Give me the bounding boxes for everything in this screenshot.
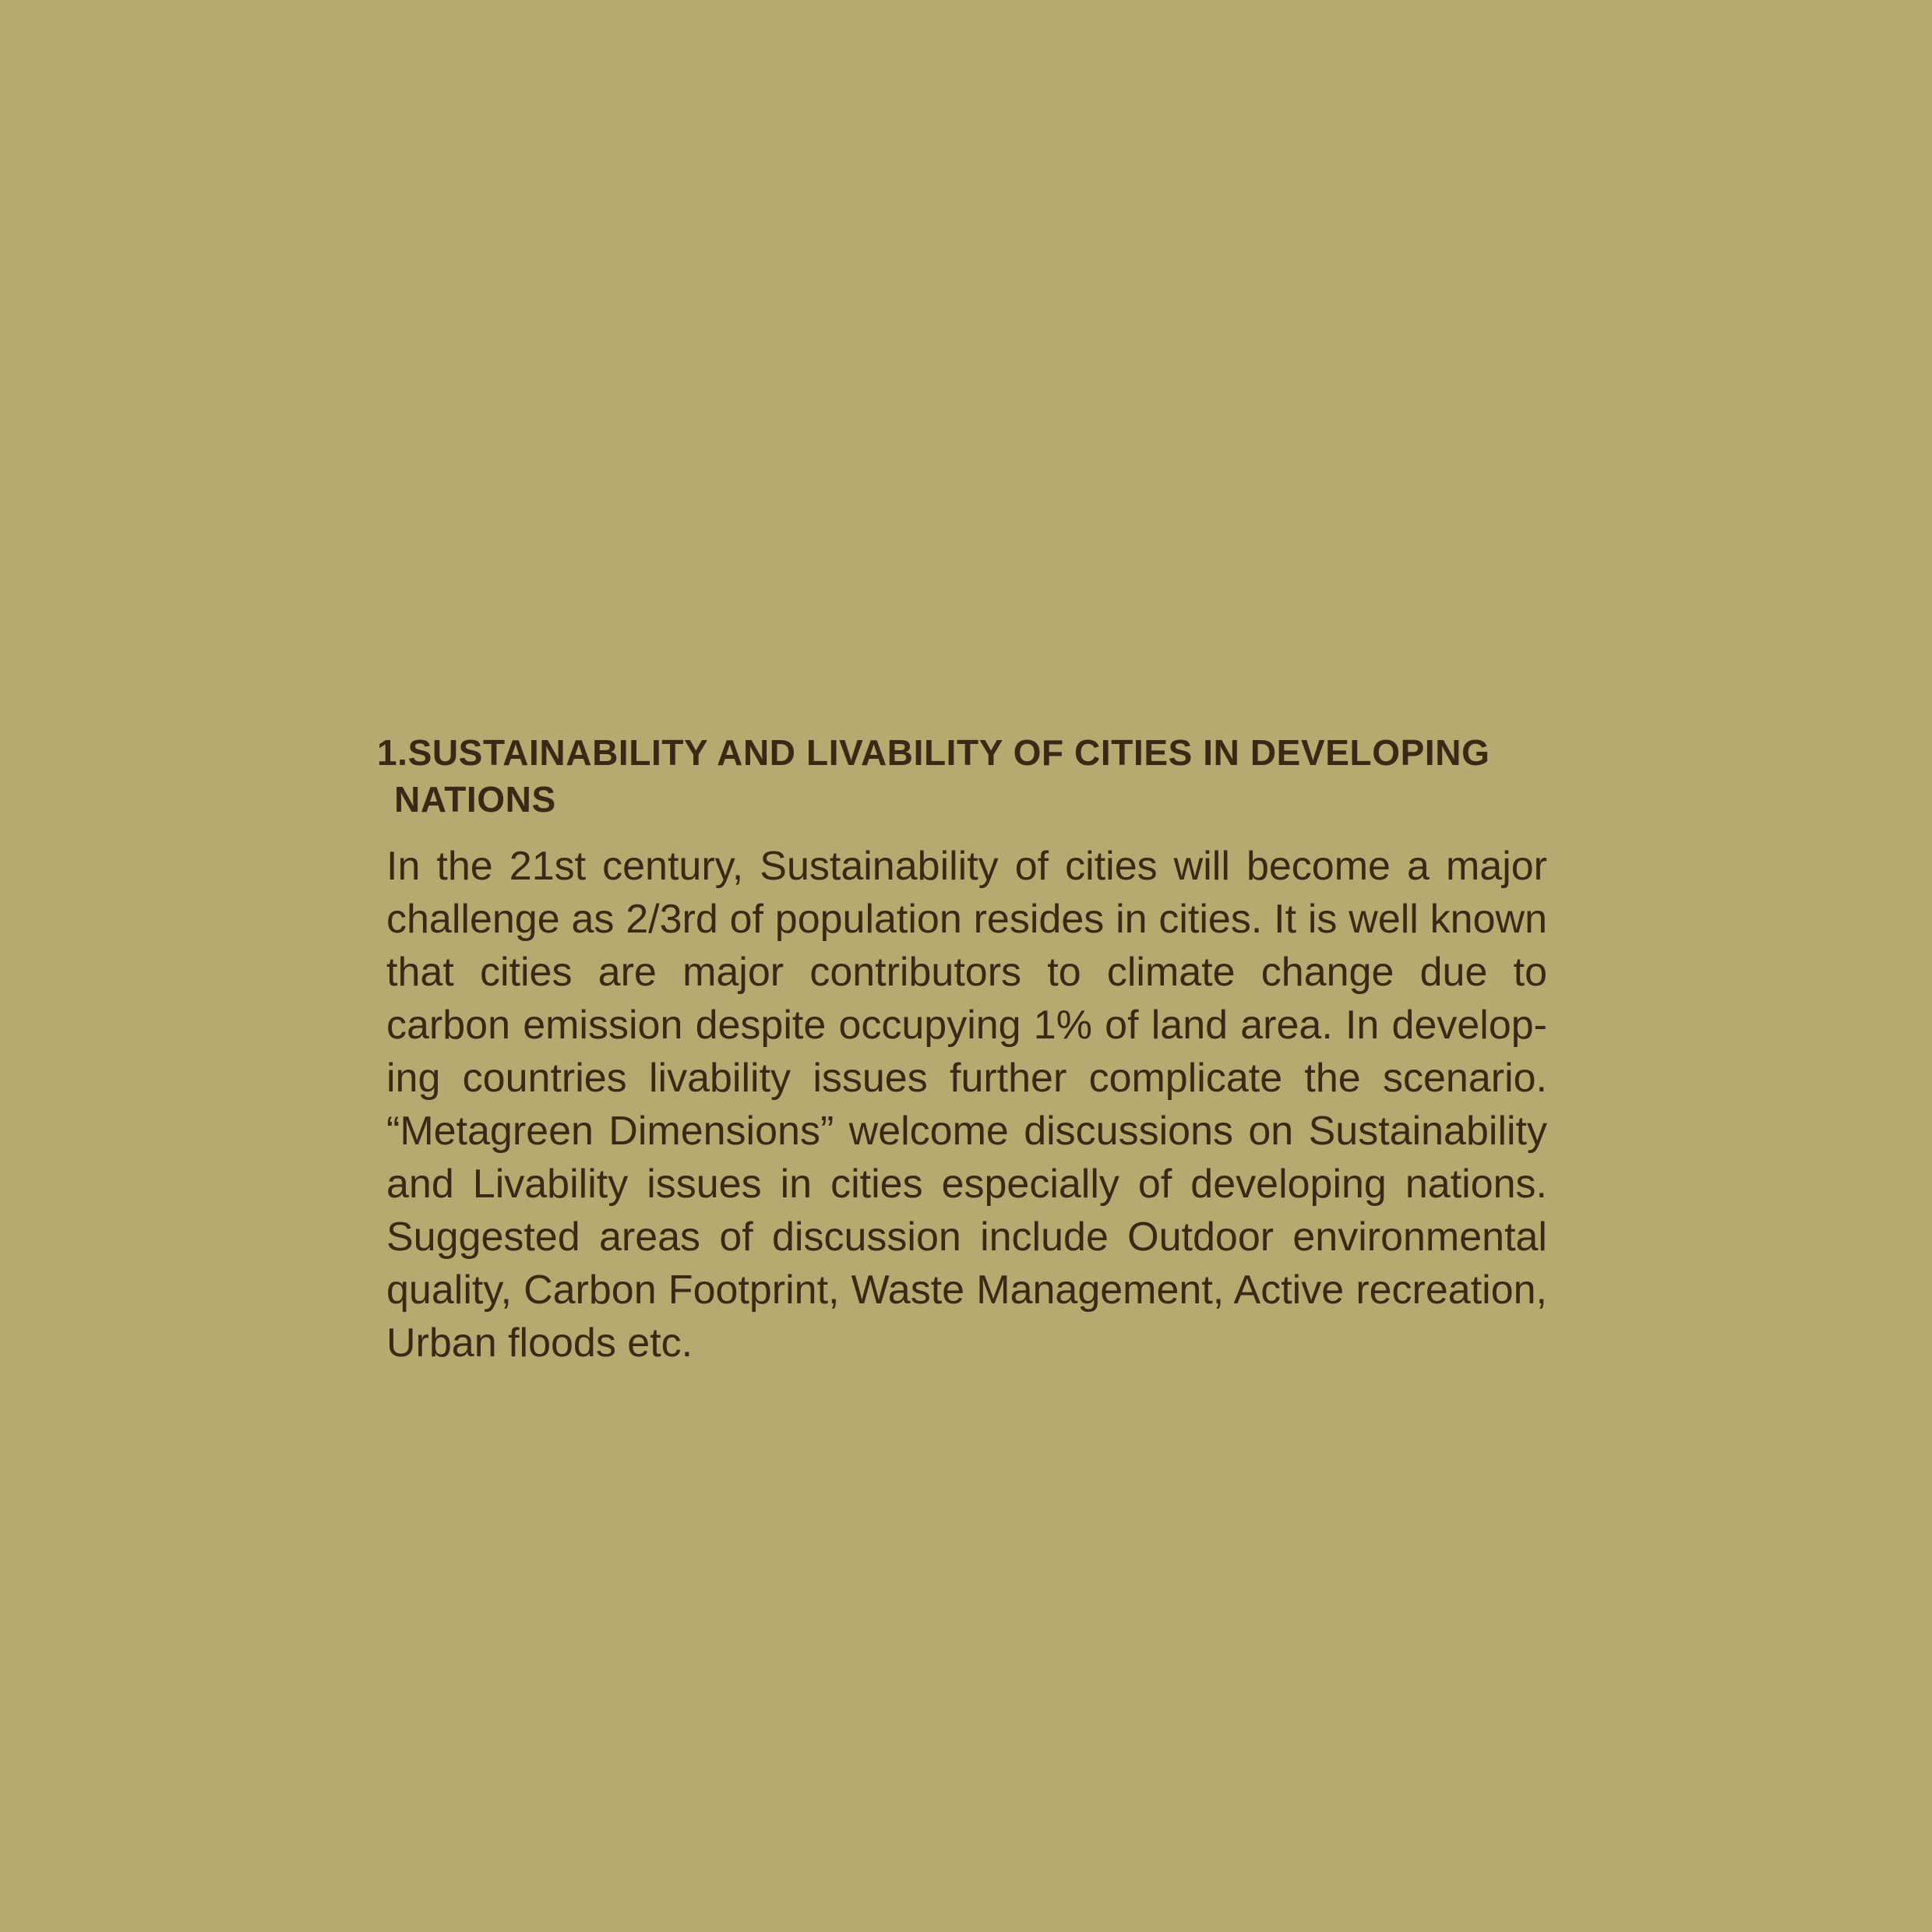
section-heading-line-2: NATIONS	[394, 779, 556, 820]
topic-section	[377, 729, 1558, 1370]
section-heading	[377, 729, 1558, 823]
section-body-paragraph: In the 21st century, Sustainability of cities will become a major challenge as 2/3rd of population resides in cities. It is well known that cities are major contributors to climate change due to carbon emission despite occupying 1% of land area. In develop-ing countries livability issues further complicate the scenario. “Metagreen Dimensions” welcome discussions on Sustainability and Livability issues in cities especially of developing nations. Suggested areas of discussion include Outdoor environmental quality, Carbon Footprint, Waste Management, Active recreation, Urban floods etc.	[386, 844, 1547, 1366]
section-heading-line-1: 1.SUSTAINABILITY AND LIVABILITY OF CITIES IN DEVELOPING	[377, 732, 1490, 773]
